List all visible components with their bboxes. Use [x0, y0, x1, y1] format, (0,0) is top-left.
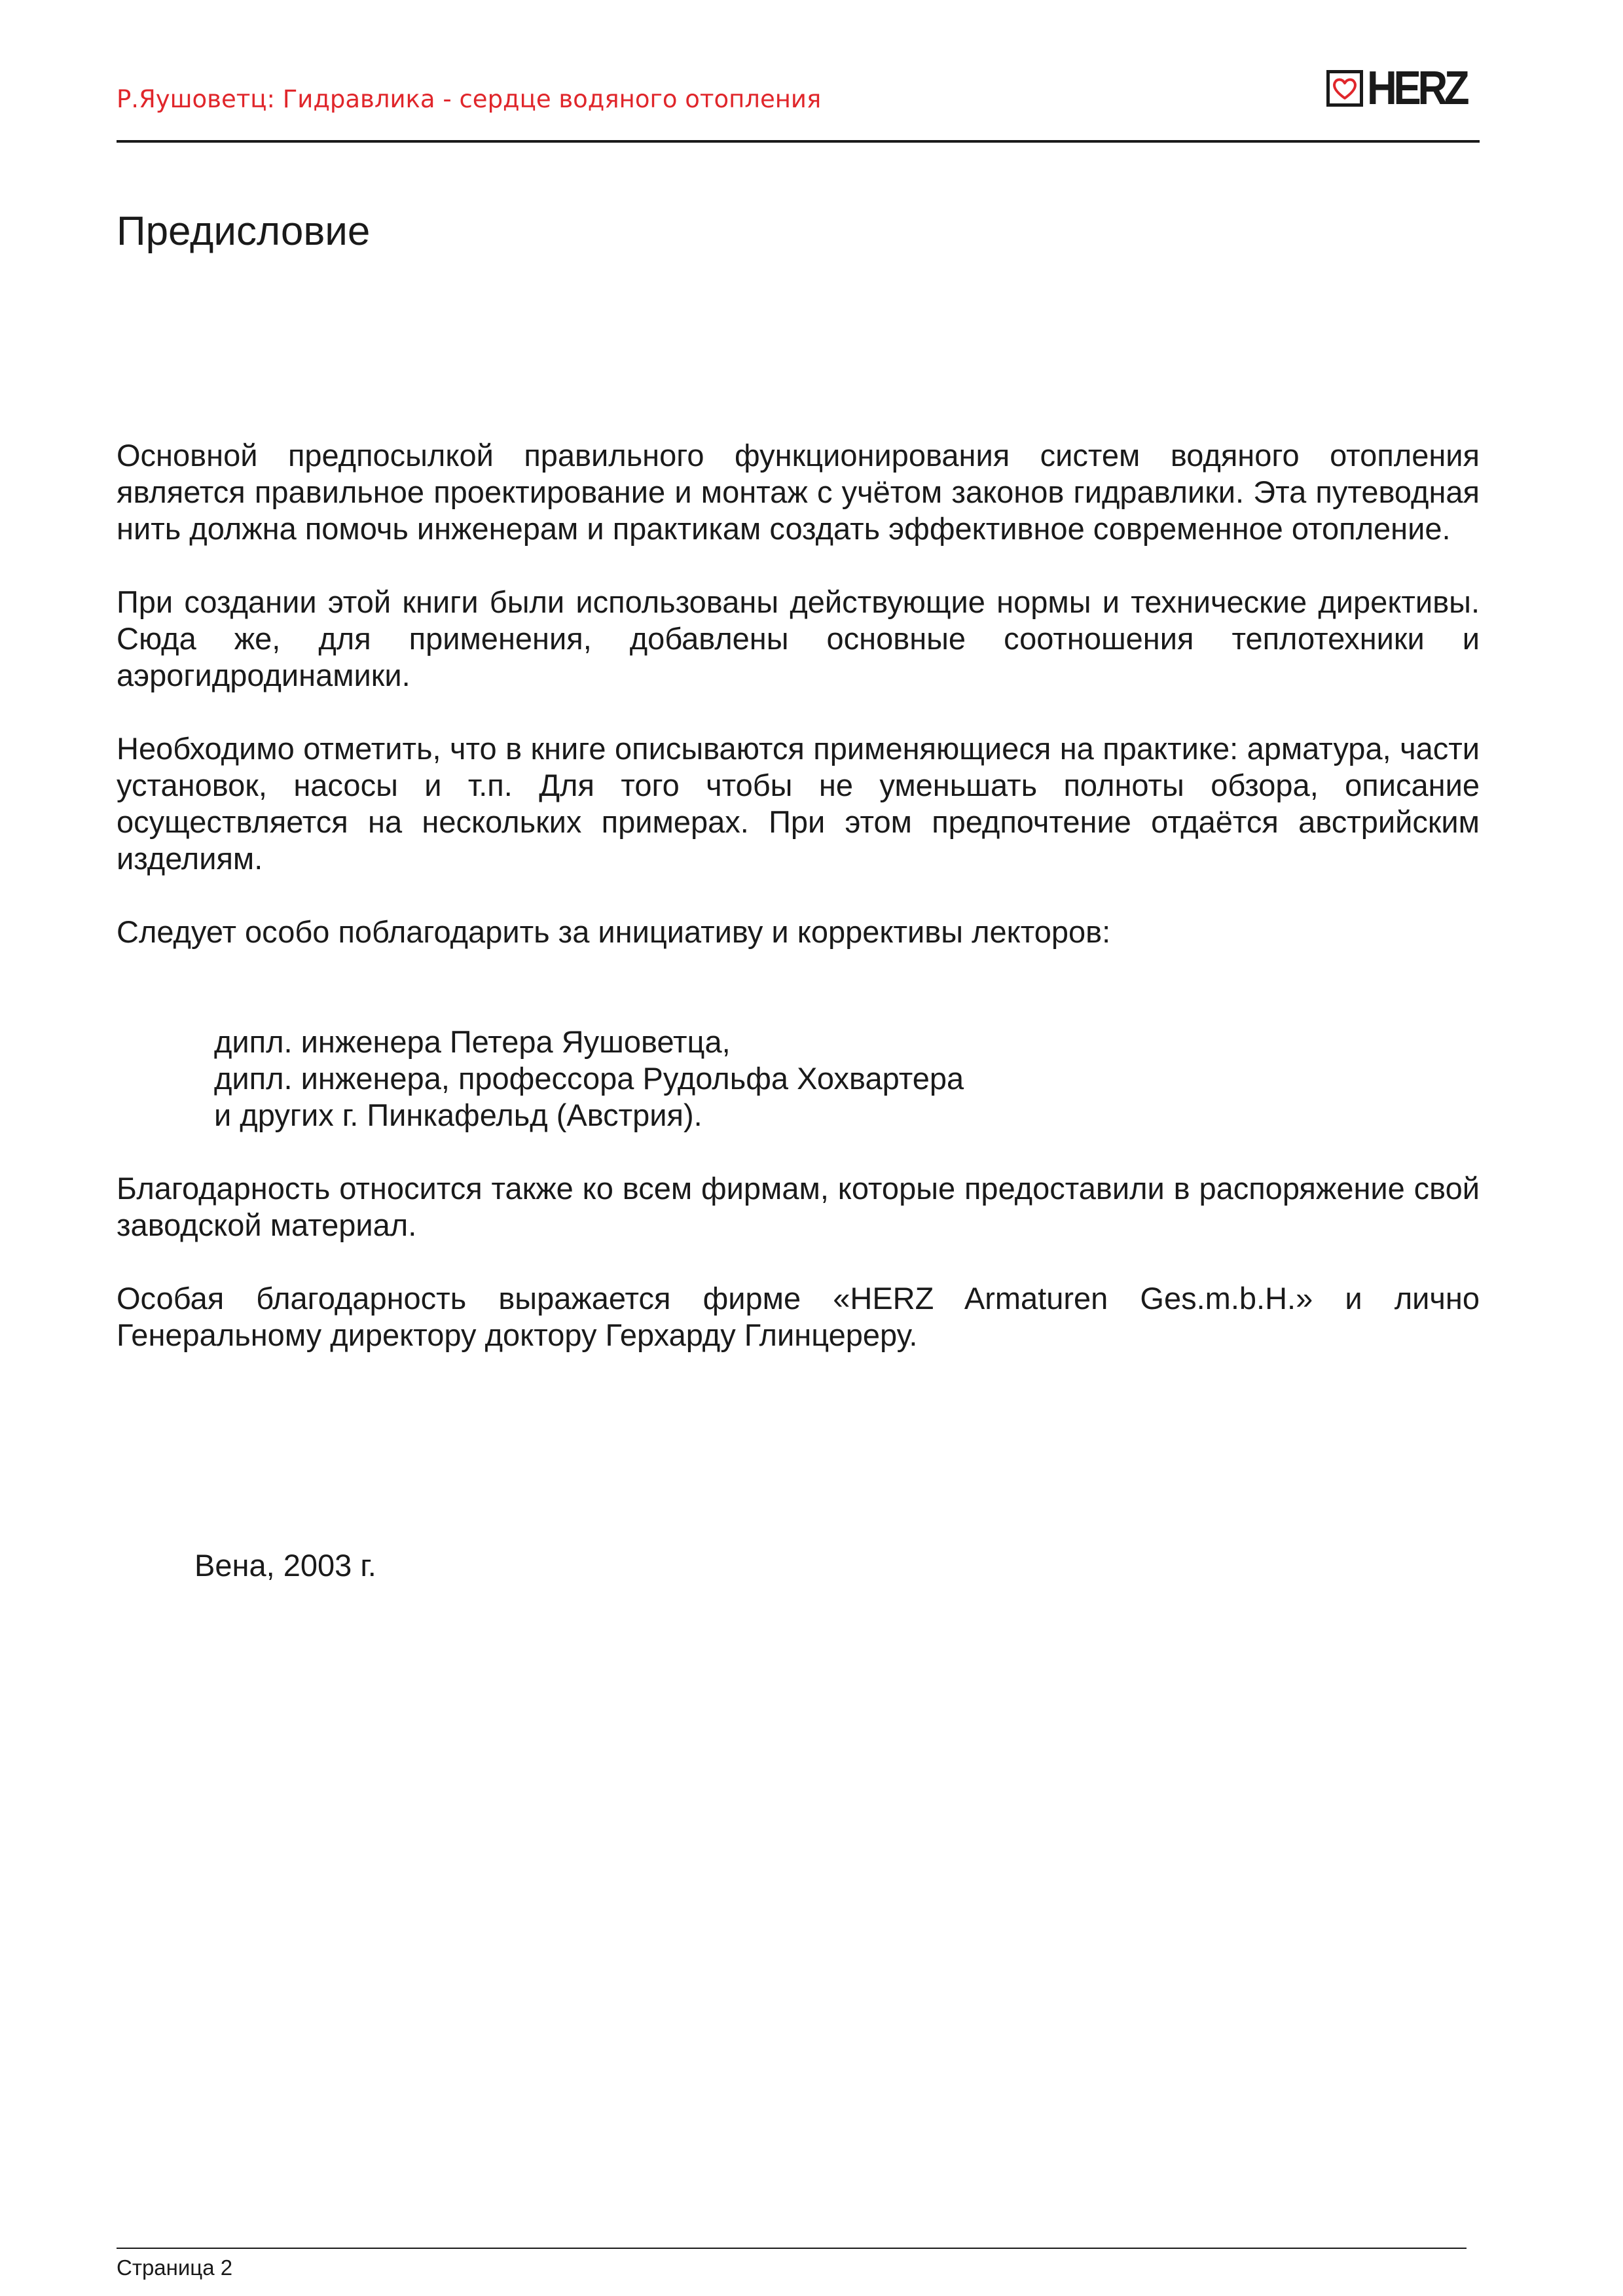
paragraph: Особая благодарность выражается фирме «HERZ Armaturen Ges.m.b.H.» и лично Генеральному директору доктору Герхарду Глинцереру.: [117, 1281, 1480, 1352]
paragraph: Благодарность относится также ко всем фирмам, которые предоставили в распоряжение свой заводской материал.: [117, 1171, 1480, 1242]
lectors-list: [117, 987, 1480, 1134]
herz-logo: [1326, 62, 1480, 115]
heart-icon: [1326, 70, 1363, 107]
lector-line: дипл. инженера, профессора Рудольфа Хохвартера: [214, 1061, 964, 1096]
preface-body: [117, 437, 1480, 1390]
paragraph: Необходимо отметить, что в книге описываются применяющиеся на практике: арматура, части установок, насосы и т.п. Для того чтобы не уменьшать полноты обзора, описание осуществляется на нескольких примерах. При этом предпочтение отдаётся австрийским изделиям.: [117, 731, 1480, 876]
paragraph: При создании этой книги были использованы действующие нормы и технические директивы. Сюда же, для применения, добавлены основные соотношения теплотехники и аэрогидродинамики.: [117, 584, 1480, 692]
logo-wordmark: HERZ: [1367, 62, 1467, 115]
lector-line: и других г. Пинкафельд (Австрия).: [214, 1098, 702, 1132]
place-date: Вена, 2003 г.: [194, 1548, 376, 1583]
footer-divider: [117, 2248, 1467, 2249]
page-title: Предисловие: [117, 209, 371, 254]
paragraph: Основной предпосылкой правильного функционирования систем водяного отопления является правильное проектирование и монтаж с учётом законов гидравлики. Эта путеводная нить должна помочь инженерам и практикам создать эффективное современное отопление.: [117, 438, 1480, 546]
paragraph: Следует особо поблагодарить за инициативу и коррективы лекторов:: [117, 914, 1111, 949]
page-number: Страница 2: [117, 2255, 233, 2280]
running-header-title: Р.Яушоветц: Гидравлика - сердце водяного отопления: [117, 85, 822, 113]
lector-line: дипл. инженера Петера Яушоветца,: [214, 1024, 731, 1059]
header-divider: [117, 140, 1480, 143]
page-header: [117, 62, 1480, 143]
